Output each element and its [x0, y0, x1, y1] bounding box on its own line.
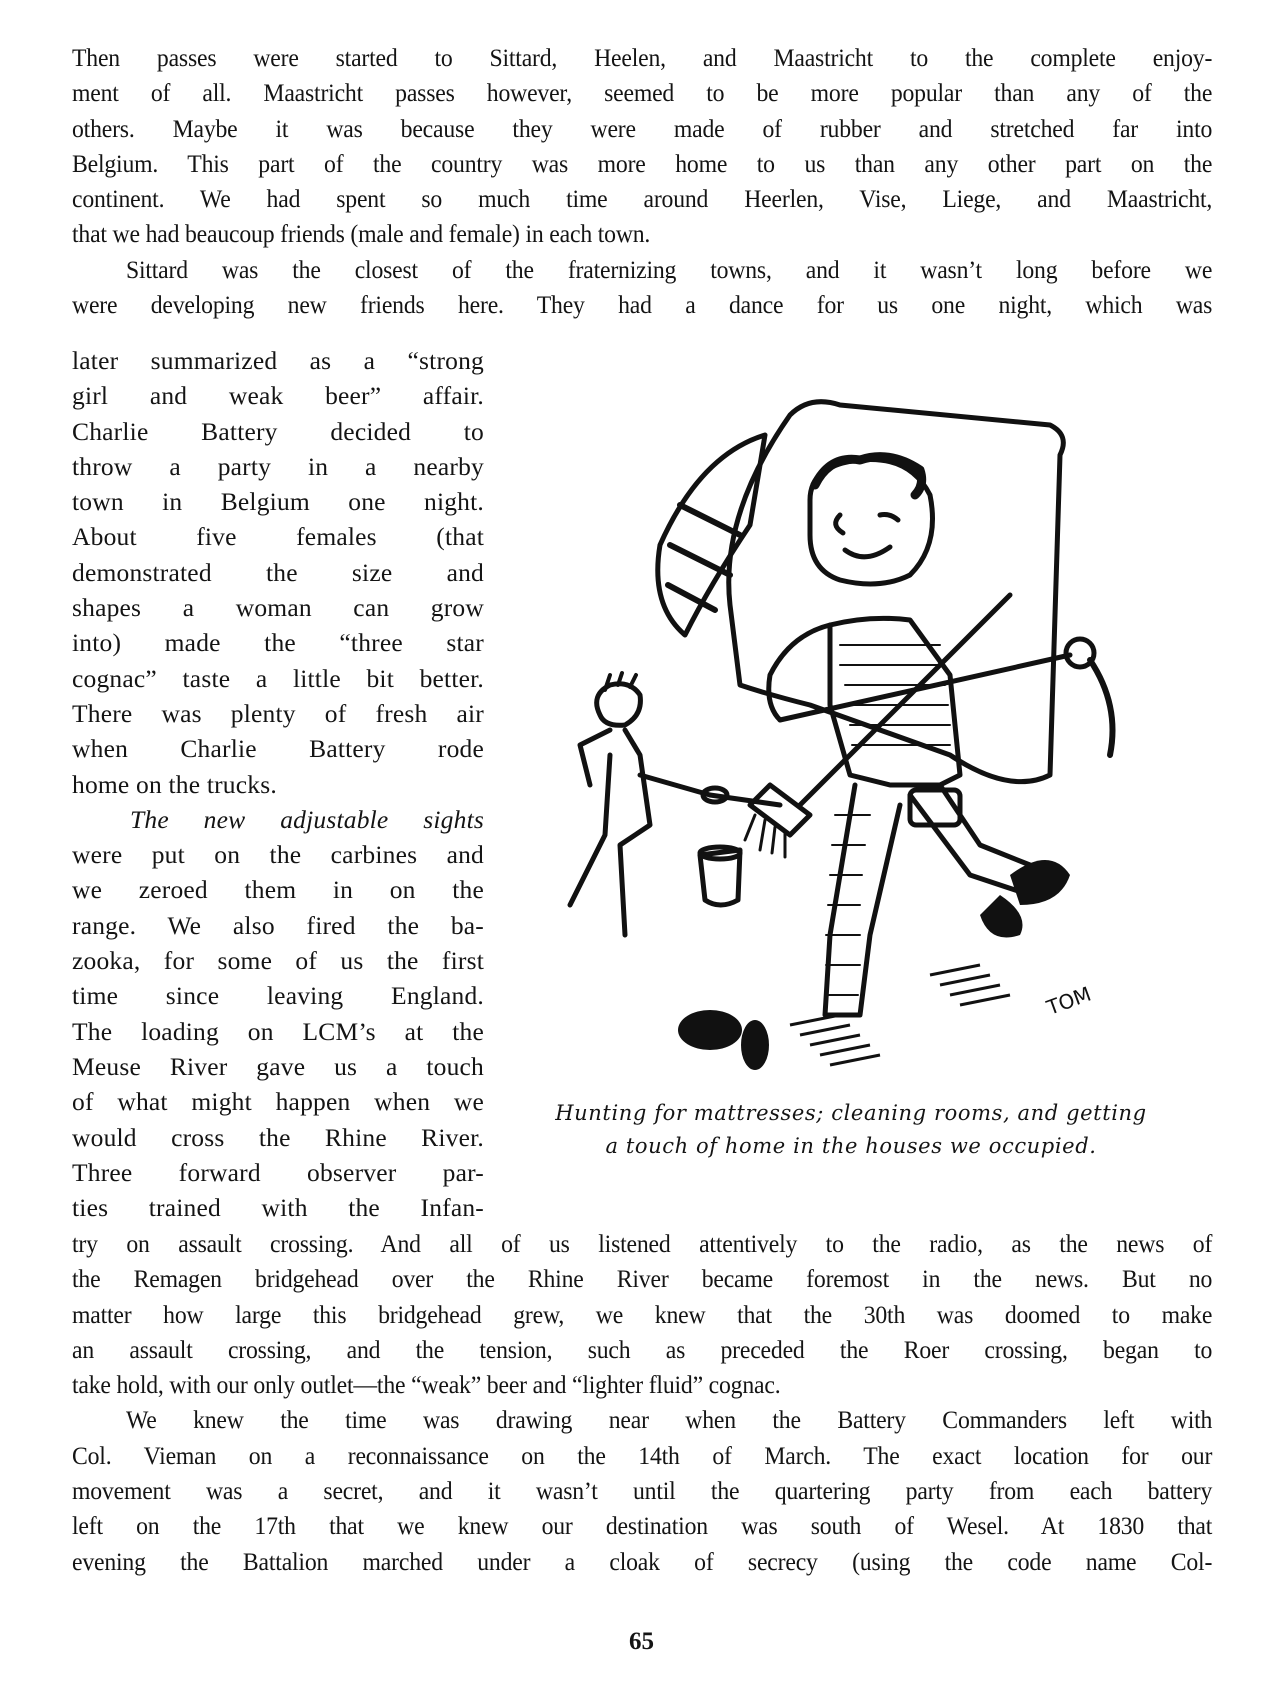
text-line: left on the 17th that we knew our destination was south of Wesel. At 1830 that — [72, 1511, 1213, 1541]
text-line: About five females (that — [72, 522, 484, 552]
text-line: range. We also fired the ba- — [72, 910, 484, 940]
cartoon-illustration — [510, 375, 1190, 1095]
text-line: town in Belgium one night. — [72, 487, 484, 517]
text-line: we zeroed them in on the — [72, 875, 484, 905]
text-line: The loading on LCM’s at the — [72, 1016, 484, 1046]
bottom-paragraphs — [72, 1226, 1212, 1579]
text-line: matter how large this bridgehead grew, we knew that the 30th was doomed to make — [72, 1299, 1213, 1329]
caption-line: Hunting for mattresses; cleaning rooms, and getting — [555, 1101, 1147, 1125]
text-line: girl and weak beer” affair. — [72, 381, 484, 411]
text-line: of what might happen when we — [72, 1087, 484, 1117]
text-line: the Remagen bridgehead over the Rhine River became foremost in the news. But no — [72, 1264, 1213, 1294]
figure-caption — [506, 1097, 1196, 1163]
text-line: others. Maybe it was because they were made of rubber and stretched far into — [72, 113, 1213, 143]
text-line: an assault crossing, and the tension, such as preceded the Roer crossing, began to — [72, 1334, 1213, 1364]
narrow-column-text — [72, 343, 484, 1225]
text-line: time since leaving England. — [72, 981, 484, 1011]
text-line: were put on the carbines and — [72, 840, 484, 870]
text-line: later summarized as a “strong — [72, 346, 484, 375]
illustration-drawing — [510, 375, 1190, 1095]
text-line: home on the trucks. — [72, 769, 277, 799]
text-line: zooka, for some of us the first — [72, 946, 484, 976]
page-number: 65 — [629, 1628, 654, 1655]
text-line: Meuse River gave us a touch — [72, 1051, 484, 1081]
text-line: ties trained with the Infan- — [72, 1193, 484, 1223]
text-line: take hold, with our only outlet—the “weak” beer and “lighter fluid” cognac. — [72, 1370, 781, 1400]
text-line: Three forward observer par- — [72, 1157, 484, 1187]
text-line: There was plenty of fresh air — [72, 698, 484, 728]
text-line: would cross the Rhine River. — [72, 1122, 484, 1152]
text-line: throw a party in a nearby — [72, 451, 484, 481]
text-line: that we had beaucoup friends (male and female) in each town. — [72, 219, 651, 249]
text-line: Charlie Battery decided to — [72, 416, 484, 446]
text-line: movement was a secret, and it wasn’t until the quartering party from each battery — [72, 1476, 1213, 1506]
text-line: when Charlie Battery rode — [72, 734, 484, 764]
text-line: Col. Vieman on a reconnaissance on the 14th of March. The exact location for our — [72, 1440, 1213, 1470]
text-line: shapes a woman can grow — [72, 593, 484, 623]
text-line: ment of all. Maastricht passes however, seemed to be more popular than any of the — [72, 78, 1213, 108]
text-line: Then passes were started to Sittard, Heelen, and Maastricht to the complete enjoy- — [72, 43, 1213, 72]
caption-line: a touch of home in the houses we occupied. — [605, 1134, 1097, 1158]
text-line: The new adjustable sights — [130, 804, 484, 834]
text-line: evening the Battalion marched under a cloak of secrecy (using the code name Col- — [72, 1546, 1213, 1576]
text-line: demonstrated the size and — [72, 557, 484, 587]
text-line: continent. We had spent so much time around Heerlen, Vise, Liege, and Maastricht, — [72, 184, 1213, 214]
text-line: Sittard was the closest of the fraternizing towns, and it wasn’t long before we — [125, 254, 1213, 284]
text-line: cognac” taste a little bit better. — [72, 663, 484, 693]
text-line: We knew the time was drawing near when the Battery Commanders left with — [125, 1405, 1213, 1435]
text-line: were developing new friends here. They had a dance for us one night, which was — [72, 290, 1213, 320]
text-line: Belgium. This part of the country was more home to us than any other part on the — [72, 148, 1213, 178]
text-line: into) made the “three star — [72, 628, 484, 658]
text-line: try on assault crossing. And all of us listened attentively to the radio, as the news of — [72, 1229, 1213, 1258]
artist-signature: TOM — [1043, 981, 1095, 1020]
top-paragraph — [72, 40, 1212, 322]
